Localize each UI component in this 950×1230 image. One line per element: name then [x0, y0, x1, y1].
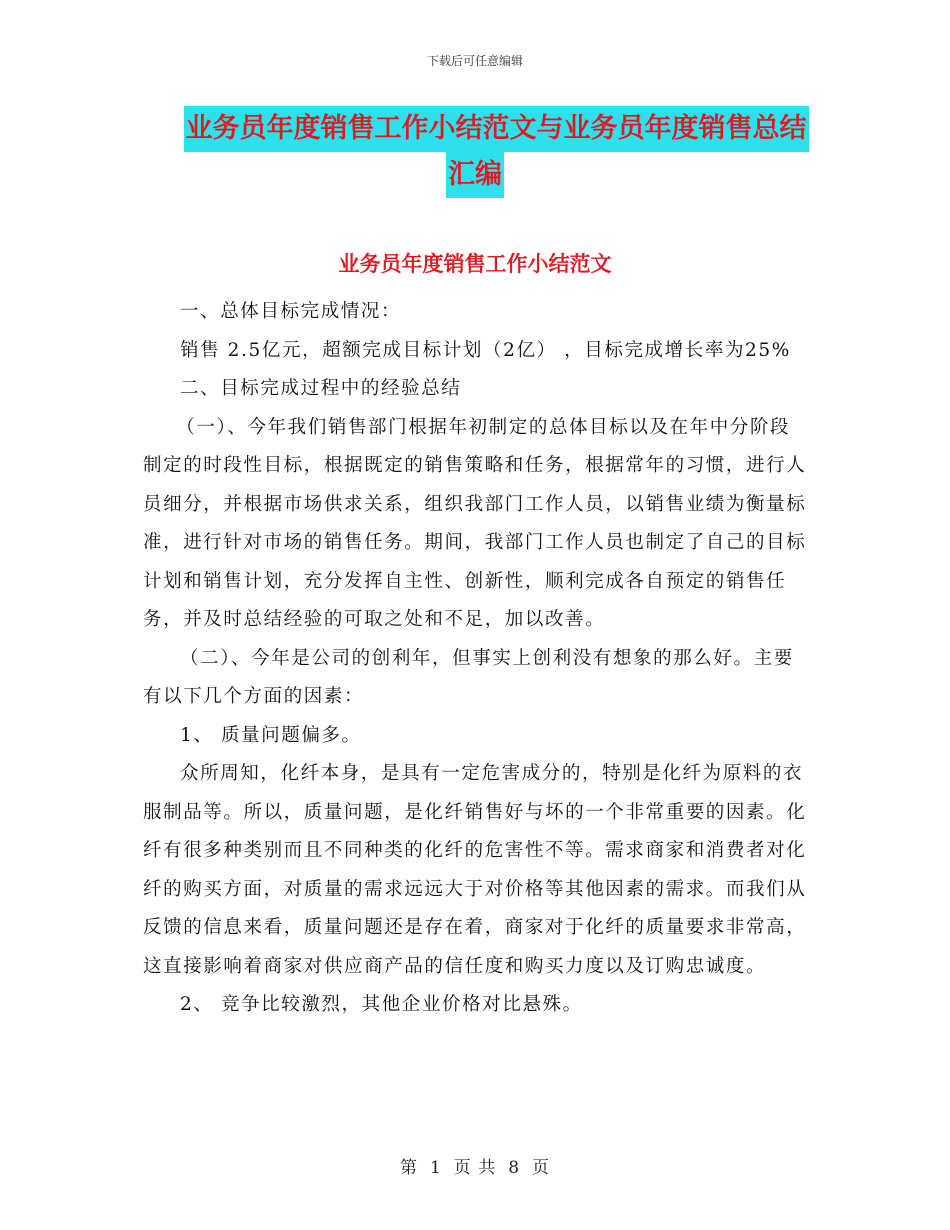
document-title-line-2: 汇编 [446, 152, 504, 198]
paragraph-point-two: （二）、今年是公司的创利年，但事实上创利没有想象的那么好。主要有以下几个方面的因素： [143, 647, 794, 707]
paragraph-quality-heading: 1、 质量问题偏多。 [180, 724, 362, 746]
paragraph-sales-figures: 销售 2.5亿元，超额完成目标计划（2亿） ，目标完成增长率为25% [180, 339, 791, 361]
paragraph-point-one: （一）、今年我们销售部门根据年初制定的总体目标以及在年中分阶段制定的时段性目标，根据既定的销售策略和任务，根据常年的习惯，进行人员细分，并根据市场供求关系，组织我部门工作人员，以销售业绩为衡量标准，进行针对市场的销售任务。期间，我部门工作人员也制定了自己的目标计划和销售计划，充分发挥自主性、创新性，顺利完成各自预定的销售任务，并及时总结经验的可取之处和不足，加以改善。 [143, 416, 807, 630]
section-title: 业务员年度销售工作小结范文 [338, 252, 612, 276]
total-pages: 8 [508, 1158, 521, 1178]
document-title-line-1: 业务员年度销售工作小结范文与业务员年度销售总结 [184, 106, 809, 152]
of-label: 页 共 [453, 1158, 497, 1178]
paragraph-quality-detail: 众所周知，化纤本身，是具有一定危害成分的，特别是化纤为原料的衣服制品等。所以，质量问题，是化纤销售好与坏的一个非常重要的因素。化纤有很多种类别而且不同种类的化纤的危害性不等。需求商家和消费者对化纤的购买方面，对质量的需求远远大于对价格等其他因素的需求。而我们从反馈的信息来看，质量问题还是存在着，商家对于化纤的质量要求非常高，这直接影响着商家对供应商产品的信任度和购买力度以及订购忠诚度。 [143, 763, 807, 977]
current-page: 1 [429, 1158, 442, 1178]
document-title [0, 106, 950, 198]
page-header-note: 下载后可任意编辑 [426, 54, 523, 68]
paragraph-goal-heading: 一、总体目标完成情况： [180, 301, 402, 322]
paragraph-competition-heading: 2、 竞争比较激烈，其他企业价格对比悬殊。 [180, 994, 583, 1015]
paragraph-experience-heading: 二、目标完成过程中的经验总结 [180, 378, 462, 399]
pages-label: 页 [532, 1158, 551, 1178]
document-body [143, 293, 808, 1025]
page-number [0, 1153, 950, 1178]
page-label: 第 [399, 1158, 418, 1178]
